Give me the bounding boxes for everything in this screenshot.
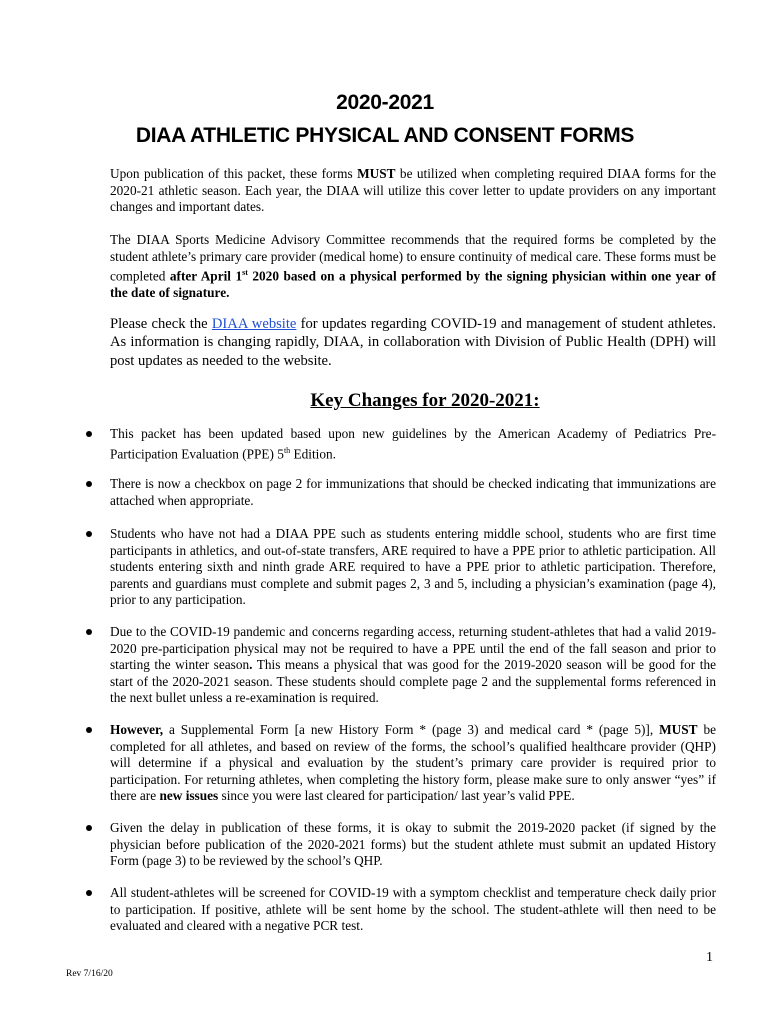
bullet-icon [86, 531, 92, 537]
list-item: Given the delay in publication of these forms, it is okay to submit the 2019-2020 packet (if signed by the physician before publication of the 2020-2021 forms) but the student athlete must submit an updated History Form (page 3) to be reviewed by the school’s QHP. [110, 820, 716, 870]
list-item: Students who have not had a DIAA PPE such as students entering middle school, students who are first time participants in athletics, and out-of-state transfers, ARE required to have a PPE prior to athletic participation. All students entering sixth and ninth grade ARE required to have a PPE prior to athletic participation. Therefore, parents and guardians must complete and submit pages 2, 3 and 5, including a physician’s examination (page 4), prior to any participation. [110, 526, 716, 609]
list-item: All student-athletes will be screened for COVID-19 with a symptom checklist and temperature check daily prior to participation. If positive, athlete will be sent home by the school. The student-athlete will then need to be evaluated and cleared with a negative PCR test. [110, 885, 716, 935]
list-item: However, a Supplemental Form [a new History Form * (page 3) and medical card * (page 5)], MUST be completed for all athletes, and based on review of the forms, the school’s qualified healthcare provider (QHP) will determine if a physical and evaluation by the student’s primary care provider is required prior to participation. For returning athletes, when completing the history form, please make sure to only answer “yes” if there are new issues since you were last cleared for participation/ last year’s valid PPE. [110, 722, 716, 805]
bullet-icon [86, 890, 92, 896]
page-number: 1 [706, 950, 713, 965]
bullet-icon [86, 629, 92, 635]
diaa-website-link[interactable]: DIAA website [211, 316, 297, 332]
list-item: This packet has been updated based upon new guidelines by the American Academy of Pediatrics Pre-Participation Evaluation (PPE) 5th Edition. [110, 426, 716, 462]
key-changes-heading: Key Changes for 2020-2021: [310, 390, 540, 411]
bullet-icon [86, 431, 92, 437]
bullet-icon [86, 481, 92, 487]
document-year: 2020-2021 [336, 91, 434, 114]
revision-date: Rev 7/16/20 [66, 969, 113, 979]
intro-paragraph-3: Please check the DIAA website for updates regarding COVID-19 and management of student athletes. As information is changing rapidly, DIAA, in collaboration with Division of Public Health (DPH) will post updates as needed to the website. [110, 316, 716, 369]
bullet-icon [86, 727, 92, 733]
intro-paragraph-2: The DIAA Sports Medicine Advisory Committee recommends that the required forms be completed by the student athlete’s primary care provider (medical home) to ensure continuity of medical care. These forms must be completed after April 1st 2020 based on a physical performed by the signing physician within one year of the date of signature. [110, 232, 716, 300]
intro-paragraph-1: Upon publication of this packet, these forms MUST be utilized when completing required DIAA forms for the 2020-21 athletic season. Each year, the DIAA will utilize this cover letter to update providers on any important changes and important dates. [110, 166, 717, 214]
document-title: DIAA ATHLETIC PHYSICAL AND CONSENT FORMS [135, 124, 635, 147]
bullet-icon [86, 825, 92, 831]
list-item: There is now a checkbox on page 2 for immunizations that should be checked indicating that immunizations are attached when appropriate. [110, 476, 716, 509]
list-item: Due to the COVID-19 pandemic and concerns regarding access, returning student-athletes that had a valid 2019-2020 pre-participation physical may not be required to have a PPE until the end of the fall season and prior to starting the winter season. This means a physical that was good for the 2019-2020 season will be good for the start of the 2020-2021 season. These students should complete page 2 and the supplemental forms referenced in the next bullet unless a re-examination is required. [110, 624, 716, 707]
